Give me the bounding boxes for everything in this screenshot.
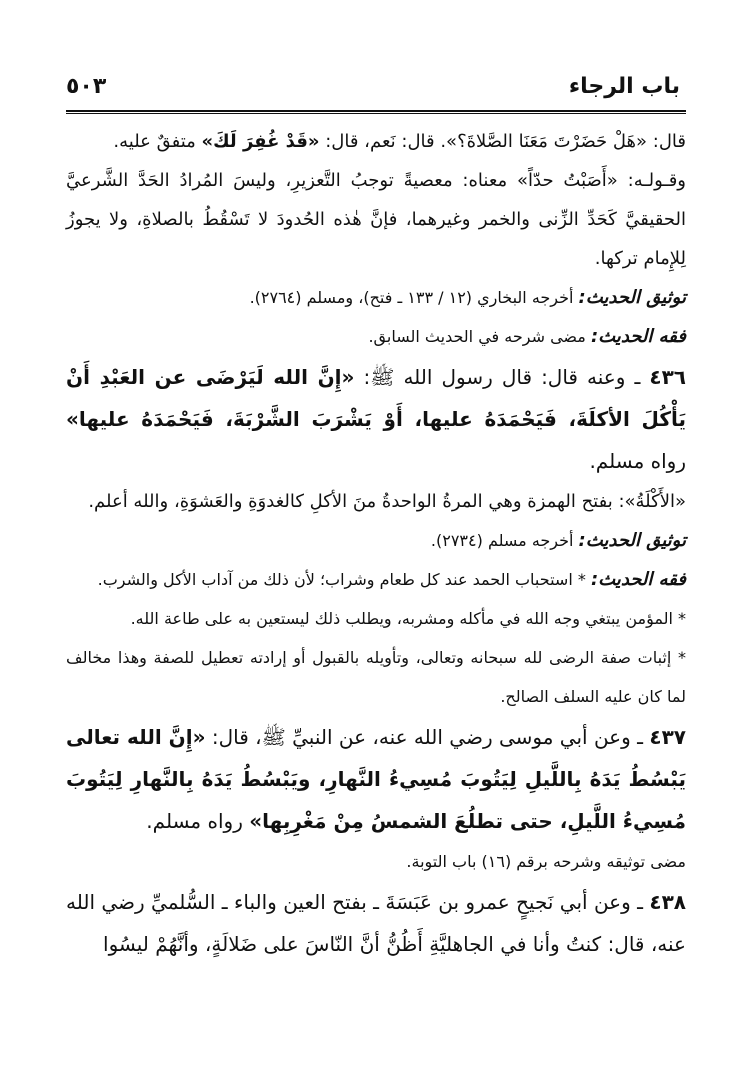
page-body (66, 122, 686, 965)
bullet-point: * إثبات صفة الرضى لله سبحانه وتعالى، وتأويله بالقبول أو إرادته تعطيل للصفة وهذا مخالف لما كان عليه السلف الصالح. (66, 648, 686, 706)
text: مضى شرحه في الحديث السابق. (368, 327, 591, 346)
paragraph-fiqh (66, 317, 686, 356)
text: * استحباب الحمد عند كل طعام وشراب؛ لأن ذلك من آداب الأكل والشرب. (97, 570, 591, 589)
text: رواه مسلم. (589, 449, 686, 473)
hadith-number: ٤٣٦ (649, 365, 686, 389)
hadith-number: ٤٣٨ (649, 890, 686, 914)
paragraph-tawthiq (66, 278, 686, 317)
text: ـ وعن أبي موسى رضي الله عنه، عن النبيِّ ﷺ، قال: (205, 725, 650, 749)
bullet-point: * المؤمن يبتغي وجه الله في مأكله ومشربه، ويطلب ذلك ليستعين به على طاعة الله. (130, 609, 686, 628)
text: رواه مسلم. (146, 809, 250, 833)
hadith-437 (66, 716, 686, 842)
hadith-quote: «إِنَّ الله تعالى يَبْسُطُ يَدَهُ بِاللَّيلِ لِيَتُوبَ مُسِيءُ النَّهارِ، ويَبْسُطُ يَدَهُ بِالنَّهارِ لِيَتُوبَ مُسِيءُ اللَّيلِ، حتى تطلُعَ الشمسُ مِنْ مَغْرِبِها» (66, 725, 686, 833)
paragraph-reference: مضى توثيقه وشرحه برقم (١٦) باب التوبة. (406, 852, 686, 871)
section-label: توثيق الحديث: (578, 287, 686, 308)
hadith-quote: «قَدْ غُفِرَ لَكَ» (201, 131, 320, 152)
header-rule (66, 110, 686, 112)
section-label: فقه الحديث: (590, 569, 686, 590)
hadith-436 (66, 356, 686, 482)
section-label: توثيق الحديث: (578, 530, 686, 551)
hadith-438 (66, 881, 686, 965)
chapter-title: باب الرجاء (568, 74, 680, 99)
header-rule-thin (66, 113, 686, 114)
paragraph-tawthiq (66, 521, 686, 560)
paragraph-definition: «الأَكْلَةُ»: بفتح الهمزة وهي المرةُ الواحدةُ منَ الأكلِ كالغدوَةِ والعَشوَةِ، والله أعلم. (88, 491, 686, 512)
section-label: فقه الحديث: (590, 326, 686, 347)
page-number: ٥٠٣ (66, 74, 107, 99)
hadith-quote: «إِنَّ الله لَيَرْضَى عن العَبْدِ أَنْ يَأْكُلَ الأكلَةَ، فَيَحْمَدَهُ عليها، أَوْ يَشْرَبَ الشَّرْبَةَ، فَيَحْمَدَهُ عليها» (66, 365, 686, 431)
hadith-number: ٤٣٧ (649, 725, 686, 749)
paragraph-hadith-end (66, 122, 686, 161)
page-header (66, 74, 680, 108)
text: متفقٌ عليه. (113, 131, 202, 152)
text: قال: «هَلْ حَضَرْتَ مَعَنَا الصَّلاةَ؟». قال: نَعم، قال: (319, 131, 686, 152)
text: ـ وعنه قال: قال رسول الله ﷺ: (354, 365, 650, 389)
text: أخرجه البخاري (١٢ / ١٣٣ ـ فتح)، ومسلم (٢٧٦٤). (249, 288, 579, 307)
paragraph-fiqh (66, 560, 686, 599)
text: ـ وعن أبي نَجيحٍ عمرو بن عَبَسَةَ ـ بفتح العين والباء ـ السُّلميِّ رضي الله عنه، قال: كنتُ وأنا في الجاهليَّةِ أَظُنُّ أنَّ النّاسَ على ضَلالَةٍ، وأنَّهُمْ ليسُوا (66, 890, 686, 956)
paragraph-explanation: وقـولـه: «أَصَبْتُ حدّاً» معناه: معصيةً توجبُ التَّعزيرِ، وليسَ المُرادُ الحَدَّ الشَّرعيَّ الحقيقيَّ كَحَدِّ الزِّنى والخمر وغيرهما، فإنَّ هٰذه الحُدودَ لا تَسْقُطُ بالصلاةِ، ولا يجوزُ لِلإِمام تركها. (66, 170, 686, 269)
text: أخرجه مسلم (٢٧٣٤). (430, 531, 579, 550)
